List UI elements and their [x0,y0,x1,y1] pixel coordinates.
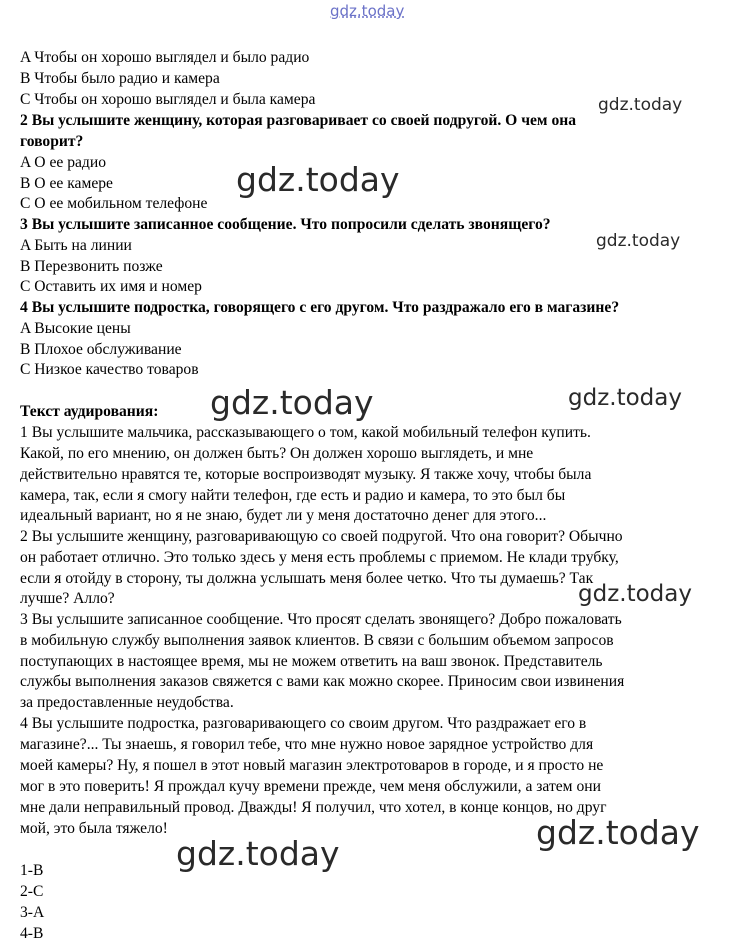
question-3: 3 Вы услышите записанное сообщение. Что попросили сделать звонящего? [20,216,551,233]
transcript-line: 2 Вы услышите женщину, разговаривающую со своей подругой. Что она говорит? Обычно [20,528,623,545]
question-4: 4 Вы услышите подростка, говорящего с его другом. Что раздражало его в магазине? [20,299,620,316]
answer-3: 3-A [20,904,45,921]
transcript-line: мне дали неправильный провод. Дважды! Я получил, что хотел, в конце концов, но друг [20,799,607,816]
transcript-line: мог в это поверить! Я прождал кучу времени прежде, чем меня обслужили, а затем они [20,778,601,795]
question-2-cont: говорит? [20,133,84,150]
option-b-1: B Чтобы было радио и камера [20,70,220,87]
transcript-line: Какой, по его мнению, он должен быть? Он должен хорошо выглядеть, и мне [20,445,534,462]
watermark: gdz.today [176,834,340,873]
question-2: 2 Вы услышите женщину, которая разговаривает со своей подругой. О чем она [20,112,577,129]
option-c-4: C Низкое качество товаров [20,361,199,378]
option-b-3: B Перезвонить позже [20,258,163,275]
transcript-line: магазине?... Ты знаешь, я говорил тебе, что мне нужно новое зарядное устройство для [20,736,594,753]
option-a-2: A О ее радио [20,154,106,171]
option-c-1: C Чтобы он хорошо выглядел и была камера [20,91,316,108]
watermark: gdz.today [536,813,700,852]
transcript-line: камера, так, если я смогу найти телефон, где есть и радио и камера, то это был бы [20,487,566,504]
transcript-line: за предоставленные неудобства. [20,694,234,711]
option-a-1: A Чтобы он хорошо выглядел и было радио [20,49,310,66]
watermark: gdz.today [236,160,400,199]
option-c-2: C О ее мобильном телефоне [20,195,208,212]
transcript-line: 3 Вы услышите записанное сообщение. Что просят сделать звонящего? Добро пожаловать [20,611,622,628]
transcript-heading: Текст аудирования: [20,403,159,420]
transcript-line: поступающих в настоящее время, мы не можем ответить на ваш звонок. Представитель [20,653,603,670]
watermark: gdz.today [568,385,682,411]
watermark: gdz.today [578,581,692,607]
watermark: gdz.today [210,383,374,422]
watermark: gdz.today [598,95,683,115]
answer-1: 1-B [20,862,44,879]
answer-2: 2-C [20,883,44,900]
option-b-4: B Плохое обслуживание [20,341,182,358]
watermark: gdz.today [596,231,681,251]
option-c-3: C Оставить их имя и номер [20,278,202,295]
transcript-line: он работает отлично. Это только здесь у меня есть проблемы с приемом. Не клади трубку, [20,549,619,566]
option-b-2: B О ее камере [20,175,113,192]
watermark-top[interactable]: gdz.today [330,2,405,20]
transcript-line: 4 Вы услышите подростка, разговаривающего со своим другом. Что раздражает его в [20,715,587,732]
transcript-line: лучше? Алло? [20,590,115,607]
transcript-line: службы выполнения заказов свяжется с вами как можно скорее. Приносим свои извинения [20,673,625,690]
transcript-line: мой, это была тяжело! [20,820,168,837]
transcript-line: в мобильную службу выполнения заявок клиентов. В связи с большим объемом запросов [20,632,614,649]
option-a-3: A Быть на линии [20,237,132,254]
transcript-line: моей камеры? Ну, я пошел в этот новый магазин электротоваров в городе, и я просто не [20,757,604,774]
transcript-line: действительно нравятся те, которые воспроизводят музыку. Я также хочу, чтобы была [20,466,592,483]
option-a-4: A Высокие цены [20,320,131,337]
transcript-line: 1 Вы услышите мальчика, рассказывающего о том, какой мобильный телефон купить. [20,424,591,441]
transcript-line: если я отойду в сторону, ты должна услышать меня более четко. Что ты думаешь? Так [20,570,594,587]
answer-4: 4-B [20,925,44,942]
transcript-line: идеальный вариант, но я не знаю, будет ли у меня достаточно денег для этого... [20,507,547,524]
